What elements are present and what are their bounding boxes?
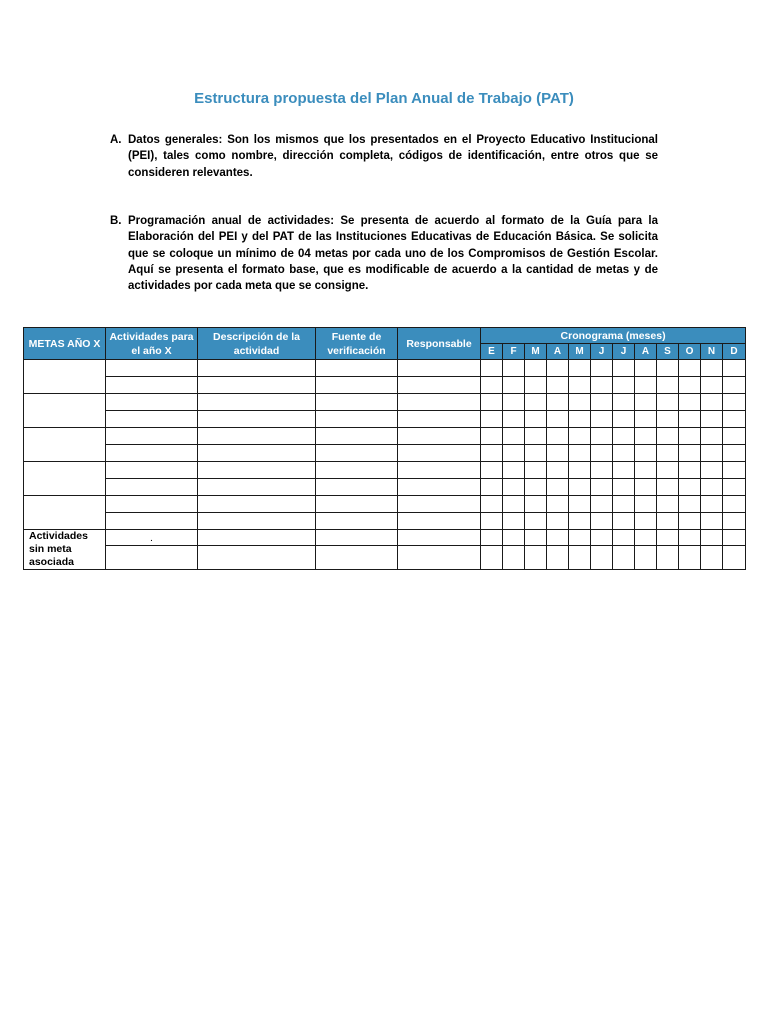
- month-cell[interactable]: [657, 479, 679, 496]
- description-cell[interactable]: [198, 394, 316, 411]
- month-cell[interactable]: [591, 462, 613, 479]
- responsible-cell[interactable]: [398, 546, 481, 570]
- month-cell[interactable]: [723, 377, 746, 394]
- month-cell[interactable]: [591, 546, 613, 570]
- month-cell[interactable]: [525, 394, 547, 411]
- table-row: [24, 513, 746, 530]
- month-cell[interactable]: [723, 462, 746, 479]
- month-cell[interactable]: [591, 428, 613, 445]
- verification-cell[interactable]: [316, 360, 398, 377]
- month-cell[interactable]: [503, 377, 525, 394]
- verification-cell[interactable]: [316, 462, 398, 479]
- month-cell[interactable]: [503, 546, 525, 570]
- section-text: Programación anual de actividades: Se presenta de acuerdo al formato de la Guía para la Elaboración del PEI y del PAT de las Instituciones Educativas de Educación Básica. Se solicita que se coloque un mínimo de 04 metas por cada uno de los Compromisos de Gestión Escolar. Aquí se presenta el formato base, que es modificable de acuerdo a la cantidad de metas y de actividades por cada meta que se consigne.: [128, 215, 658, 293]
- month-cell[interactable]: [569, 428, 591, 445]
- table-row: [24, 411, 746, 428]
- month-cell[interactable]: [591, 479, 613, 496]
- month-cell[interactable]: [701, 377, 723, 394]
- month-cell[interactable]: [547, 513, 569, 530]
- month-cell[interactable]: [547, 530, 569, 546]
- month-cell[interactable]: [591, 394, 613, 411]
- month-header: A: [635, 344, 657, 360]
- month-cell[interactable]: [657, 394, 679, 411]
- month-cell[interactable]: [569, 513, 591, 530]
- activity-cell[interactable]: [106, 479, 198, 496]
- month-cell[interactable]: [569, 411, 591, 428]
- month-header: S: [657, 344, 679, 360]
- month-cell[interactable]: [657, 546, 679, 570]
- verification-cell[interactable]: [316, 530, 398, 546]
- month-cell[interactable]: [481, 513, 503, 530]
- month-cell[interactable]: [701, 546, 723, 570]
- section-programacion-anual: [110, 213, 658, 294]
- table-row: [24, 394, 746, 411]
- month-cell[interactable]: [481, 394, 503, 411]
- activity-cell[interactable]: [106, 546, 198, 570]
- month-cell[interactable]: [547, 394, 569, 411]
- month-cell[interactable]: [547, 479, 569, 496]
- month-header: M: [525, 344, 547, 360]
- month-cell[interactable]: [701, 394, 723, 411]
- month-cell[interactable]: [547, 411, 569, 428]
- verification-cell[interactable]: [316, 411, 398, 428]
- month-cell[interactable]: [679, 546, 701, 570]
- description-cell[interactable]: [198, 411, 316, 428]
- month-cell[interactable]: [525, 445, 547, 462]
- responsible-cell[interactable]: [398, 411, 481, 428]
- responsible-cell[interactable]: [398, 394, 481, 411]
- month-cell[interactable]: [701, 479, 723, 496]
- month-cell[interactable]: [635, 462, 657, 479]
- month-cell[interactable]: [569, 530, 591, 546]
- table-row: [24, 479, 746, 496]
- month-cell[interactable]: [635, 479, 657, 496]
- table-row: [24, 428, 746, 445]
- month-cell[interactable]: [525, 479, 547, 496]
- goal-cell[interactable]: [24, 394, 106, 428]
- month-cell[interactable]: [679, 428, 701, 445]
- responsible-cell[interactable]: [398, 428, 481, 445]
- month-cell[interactable]: [679, 445, 701, 462]
- verification-cell[interactable]: [316, 445, 398, 462]
- month-cell[interactable]: [701, 496, 723, 513]
- month-cell[interactable]: [569, 479, 591, 496]
- month-cell[interactable]: [635, 377, 657, 394]
- month-cell[interactable]: [723, 496, 746, 513]
- activity-cell[interactable]: [106, 411, 198, 428]
- month-cell[interactable]: [503, 394, 525, 411]
- month-cell[interactable]: [503, 496, 525, 513]
- month-cell[interactable]: [613, 360, 635, 377]
- month-cell[interactable]: [547, 546, 569, 570]
- month-cell[interactable]: [591, 377, 613, 394]
- month-cell[interactable]: [657, 530, 679, 546]
- month-cell[interactable]: [613, 394, 635, 411]
- month-cell[interactable]: [569, 546, 591, 570]
- month-cell[interactable]: [481, 496, 503, 513]
- responsible-cell[interactable]: [398, 479, 481, 496]
- month-cell[interactable]: [613, 479, 635, 496]
- month-cell[interactable]: [613, 428, 635, 445]
- month-cell[interactable]: [503, 462, 525, 479]
- goal-cell[interactable]: [24, 462, 106, 496]
- table-row: [24, 530, 746, 546]
- month-cell[interactable]: [613, 530, 635, 546]
- month-cell[interactable]: [569, 394, 591, 411]
- month-cell[interactable]: [547, 462, 569, 479]
- month-header: J: [591, 344, 613, 360]
- description-cell[interactable]: [198, 445, 316, 462]
- month-cell[interactable]: [701, 360, 723, 377]
- table-row: [24, 377, 746, 394]
- month-cell[interactable]: [723, 411, 746, 428]
- section-text: Datos generales: Son los mismos que los presentados en el Proyecto Educativo Institucional (PEI), tales como nombre, dirección completa, códigos de identificación, entre otros que se consideren relevantes.: [128, 134, 658, 179]
- activity-cell[interactable]: [106, 513, 198, 530]
- description-cell[interactable]: [198, 377, 316, 394]
- month-cell[interactable]: [657, 445, 679, 462]
- responsible-cell[interactable]: [398, 462, 481, 479]
- month-header: E: [481, 344, 503, 360]
- month-cell[interactable]: [613, 513, 635, 530]
- verification-cell[interactable]: [316, 394, 398, 411]
- responsible-cell[interactable]: [398, 360, 481, 377]
- month-cell[interactable]: [569, 496, 591, 513]
- description-cell[interactable]: [198, 428, 316, 445]
- month-cell[interactable]: [679, 462, 701, 479]
- month-cell[interactable]: [635, 530, 657, 546]
- month-cell[interactable]: [657, 411, 679, 428]
- month-cell[interactable]: [503, 360, 525, 377]
- month-cell[interactable]: [701, 445, 723, 462]
- activity-cell[interactable]: [106, 445, 198, 462]
- month-cell[interactable]: [635, 496, 657, 513]
- month-cell[interactable]: [547, 445, 569, 462]
- section-letter: B.: [110, 215, 122, 227]
- table-row: [24, 445, 746, 462]
- description-cell[interactable]: [198, 360, 316, 377]
- month-header: A: [547, 344, 569, 360]
- month-cell[interactable]: [723, 546, 746, 570]
- month-cell[interactable]: [481, 530, 503, 546]
- description-cell[interactable]: [198, 479, 316, 496]
- month-cell[interactable]: [547, 377, 569, 394]
- verification-cell[interactable]: [316, 377, 398, 394]
- month-header: O: [679, 344, 701, 360]
- month-cell[interactable]: [481, 360, 503, 377]
- month-cell[interactable]: [613, 496, 635, 513]
- month-cell[interactable]: [547, 428, 569, 445]
- activity-cell[interactable]: [106, 530, 198, 546]
- responsible-cell[interactable]: [398, 513, 481, 530]
- table-row: [24, 360, 746, 377]
- header-metas: METAS AÑO X: [24, 328, 106, 360]
- verification-cell[interactable]: [316, 479, 398, 496]
- verification-cell[interactable]: [316, 513, 398, 530]
- goal-cell[interactable]: [24, 428, 106, 462]
- month-cell[interactable]: [635, 411, 657, 428]
- month-header: J: [613, 344, 635, 360]
- month-cell[interactable]: [657, 513, 679, 530]
- responsible-cell[interactable]: [398, 530, 481, 546]
- month-cell[interactable]: [723, 428, 746, 445]
- month-cell[interactable]: [591, 513, 613, 530]
- month-cell[interactable]: [525, 530, 547, 546]
- month-cell[interactable]: [503, 445, 525, 462]
- month-cell[interactable]: [525, 546, 547, 570]
- month-cell[interactable]: [701, 513, 723, 530]
- verification-cell[interactable]: [316, 546, 398, 570]
- month-cell[interactable]: [613, 462, 635, 479]
- month-cell[interactable]: [481, 377, 503, 394]
- description-cell[interactable]: [198, 530, 316, 546]
- month-cell[interactable]: [525, 428, 547, 445]
- month-cell[interactable]: [525, 411, 547, 428]
- month-cell[interactable]: [503, 530, 525, 546]
- month-cell[interactable]: [591, 530, 613, 546]
- month-cell[interactable]: [547, 496, 569, 513]
- page-title: Estructura propuesta del Plan Anual de Trabajo (PAT): [194, 90, 574, 107]
- month-cell[interactable]: [503, 411, 525, 428]
- month-cell[interactable]: [481, 411, 503, 428]
- pat-table: [23, 327, 746, 570]
- verification-cell[interactable]: [316, 496, 398, 513]
- month-cell[interactable]: [481, 462, 503, 479]
- month-cell[interactable]: [723, 394, 746, 411]
- month-cell[interactable]: [679, 496, 701, 513]
- month-cell[interactable]: [723, 513, 746, 530]
- month-cell[interactable]: [525, 462, 547, 479]
- month-cell[interactable]: [701, 428, 723, 445]
- no-goal-label: Actividades sin meta asociada: [24, 530, 106, 570]
- section-datos-generales: [110, 132, 658, 181]
- month-cell[interactable]: [613, 445, 635, 462]
- description-cell[interactable]: [198, 513, 316, 530]
- month-cell[interactable]: [481, 445, 503, 462]
- month-cell[interactable]: [503, 428, 525, 445]
- responsible-cell[interactable]: [398, 445, 481, 462]
- month-cell[interactable]: [525, 360, 547, 377]
- responsible-cell[interactable]: [398, 496, 481, 513]
- month-cell[interactable]: [503, 513, 525, 530]
- month-cell[interactable]: [503, 479, 525, 496]
- description-cell[interactable]: [198, 546, 316, 570]
- month-cell[interactable]: [481, 546, 503, 570]
- activity-cell[interactable]: [106, 394, 198, 411]
- month-header: N: [701, 344, 723, 360]
- month-cell[interactable]: [635, 513, 657, 530]
- month-cell[interactable]: [657, 377, 679, 394]
- header-cronograma: Cronograma (meses): [481, 328, 746, 344]
- month-cell[interactable]: [679, 530, 701, 546]
- month-cell[interactable]: [657, 462, 679, 479]
- activity-cell[interactable]: [106, 360, 198, 377]
- month-cell[interactable]: [525, 513, 547, 530]
- month-cell[interactable]: [613, 411, 635, 428]
- month-cell[interactable]: [635, 428, 657, 445]
- pat-table-body: [24, 360, 746, 570]
- goal-cell[interactable]: [24, 360, 106, 394]
- month-cell[interactable]: [723, 445, 746, 462]
- month-header: M: [569, 344, 591, 360]
- month-cell[interactable]: [591, 411, 613, 428]
- month-cell[interactable]: [613, 546, 635, 570]
- description-cell[interactable]: [198, 496, 316, 513]
- month-cell[interactable]: [613, 377, 635, 394]
- month-cell[interactable]: [679, 360, 701, 377]
- month-cell[interactable]: [635, 394, 657, 411]
- month-cell[interactable]: [723, 360, 746, 377]
- header-fuente: Fuente de verificación: [316, 328, 398, 360]
- month-cell[interactable]: [679, 513, 701, 530]
- month-cell[interactable]: [481, 479, 503, 496]
- activity-cell[interactable]: [106, 377, 198, 394]
- month-cell[interactable]: [679, 377, 701, 394]
- month-cell[interactable]: [569, 462, 591, 479]
- month-cell[interactable]: [525, 377, 547, 394]
- month-cell[interactable]: [591, 496, 613, 513]
- month-cell[interactable]: [591, 445, 613, 462]
- section-letter: A.: [110, 134, 122, 146]
- header-descripcion: Descripción de la actividad: [198, 328, 316, 360]
- month-cell[interactable]: [635, 546, 657, 570]
- description-cell[interactable]: [198, 462, 316, 479]
- month-cell[interactable]: [701, 462, 723, 479]
- month-cell[interactable]: [569, 360, 591, 377]
- activity-cell[interactable]: [106, 462, 198, 479]
- month-cell[interactable]: [679, 411, 701, 428]
- month-cell[interactable]: [569, 445, 591, 462]
- month-cell[interactable]: [635, 360, 657, 377]
- month-cell[interactable]: [525, 496, 547, 513]
- table-row: [24, 462, 746, 479]
- month-cell[interactable]: [547, 360, 569, 377]
- month-cell[interactable]: [723, 479, 746, 496]
- placeholder-mark: .: [150, 531, 153, 544]
- table-row: [24, 496, 746, 513]
- month-cell[interactable]: [657, 496, 679, 513]
- activity-cell[interactable]: [106, 496, 198, 513]
- responsible-cell[interactable]: [398, 377, 481, 394]
- month-cell[interactable]: [657, 360, 679, 377]
- header-responsable: Responsable: [398, 328, 481, 360]
- month-cell[interactable]: [701, 411, 723, 428]
- header-actividades: Actividades para el año X: [106, 328, 198, 360]
- goal-cell[interactable]: [24, 496, 106, 530]
- activity-cell[interactable]: [106, 428, 198, 445]
- month-cell[interactable]: [591, 360, 613, 377]
- table-row: [24, 546, 746, 570]
- month-header: F: [503, 344, 525, 360]
- verification-cell[interactable]: [316, 428, 398, 445]
- month-cell[interactable]: [679, 394, 701, 411]
- month-cell[interactable]: [679, 479, 701, 496]
- month-cell[interactable]: [723, 530, 746, 546]
- month-header: D: [723, 344, 746, 360]
- month-cell[interactable]: [481, 428, 503, 445]
- month-cell[interactable]: [701, 530, 723, 546]
- month-cell[interactable]: [635, 445, 657, 462]
- month-cell[interactable]: [657, 428, 679, 445]
- month-cell[interactable]: [569, 377, 591, 394]
